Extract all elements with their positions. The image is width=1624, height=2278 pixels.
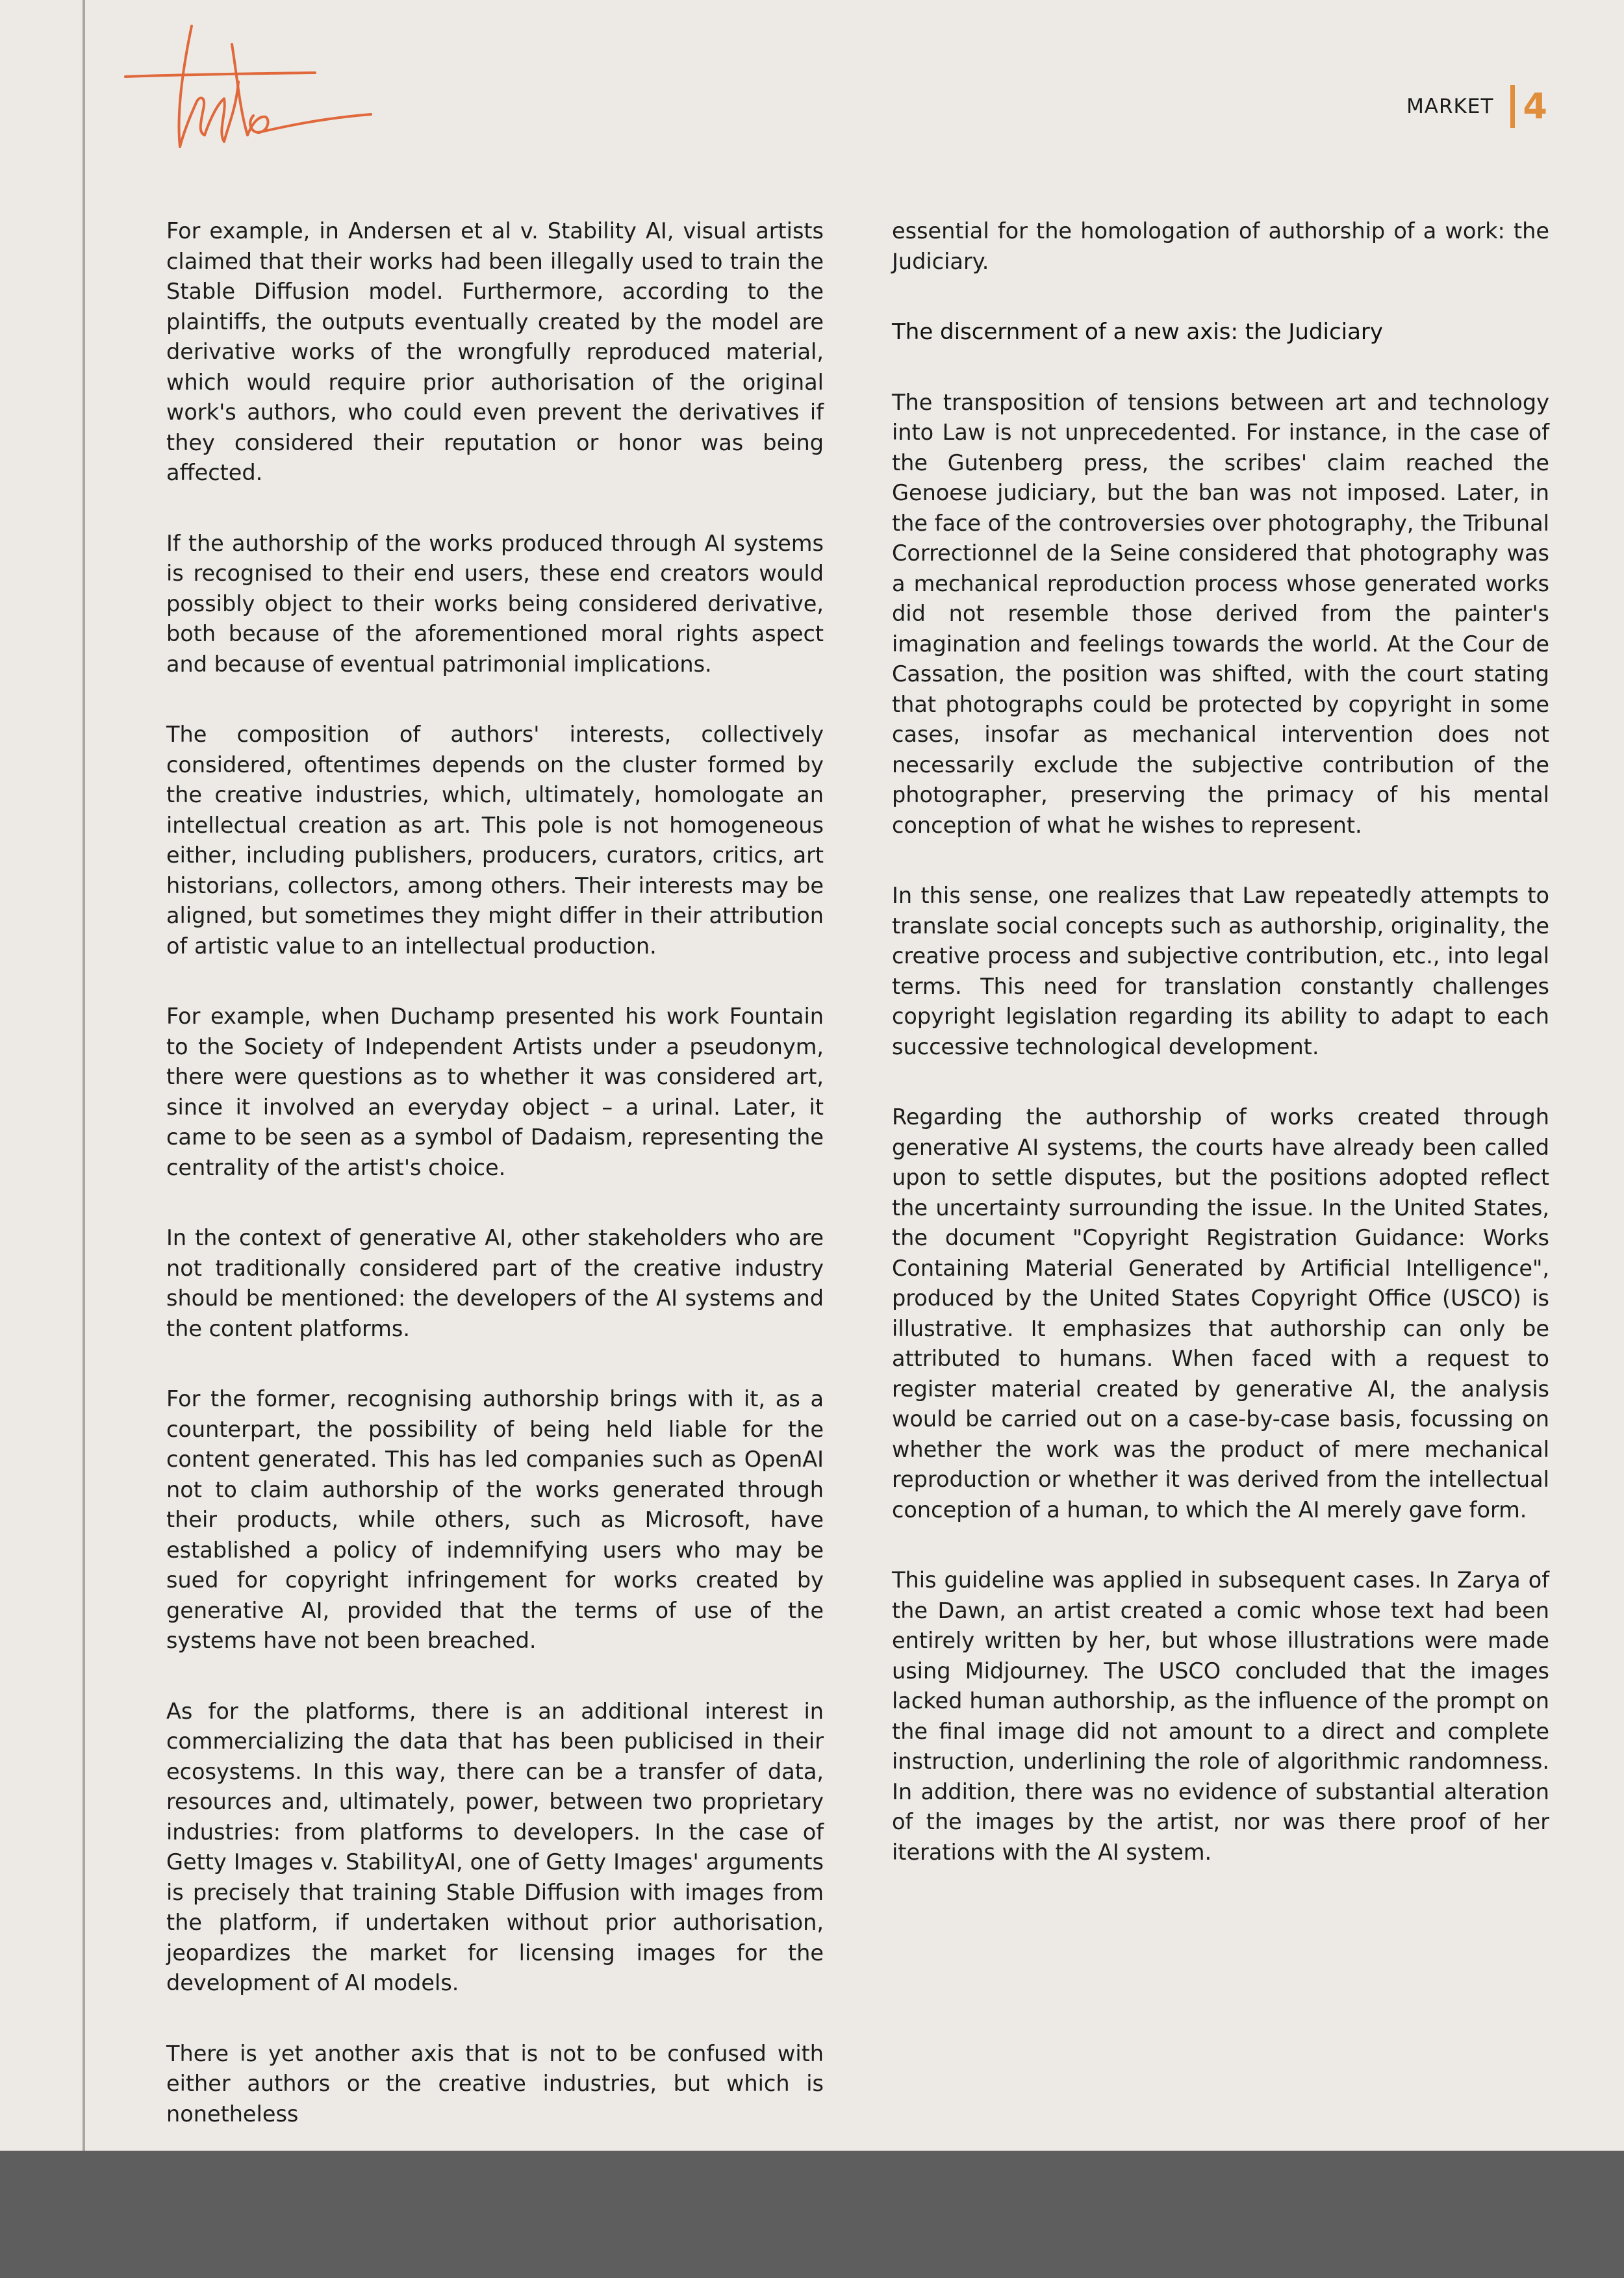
page-number: 4 <box>1523 86 1547 127</box>
section-heading: The discernment of a new axis: the Judiciary <box>892 319 1384 345</box>
page-header <box>1406 83 1547 130</box>
left-column <box>166 216 824 2170</box>
paragraph: The composition of authors' interests, collectively considered, oftentimes depends on the cluster formed by the creative industries, which, ultimately, homologate an intellectual creation as art. This pole is not homogeneous either, including publishers, producers, curators, critics, art historians, collectors, among others. Their interests may be aligned, but sometimes they might differ in their attribution of artistic value to an intellectual production. <box>166 722 824 959</box>
paragraph: If the authorship of the works produced through AI systems is recognised to their end users, these end creators would possibly object to their works being considered derivative, both because of the aforementioned moral rights aspect and because of eventual patrimonial implications. <box>166 530 824 677</box>
paragraph-continuation: essential for the homologation of authorship of a work: the Judiciary. <box>892 218 1549 274</box>
left-margin-rule <box>82 0 85 2278</box>
paragraph: In this sense, one realizes that Law repeatedly attempts to translate social concepts such as authorship, originality, the creative process and subjective contribution, etc., into legal terms. This need for translation constantly challenges copyright legislation regarding its ability to adapt to each successive technological development. <box>892 883 1549 1059</box>
section-label: MARKET <box>1406 95 1494 118</box>
paragraph: The transposition of tensions between art and technology into Law is not unprecedented. For instance, in the case of the Gutenberg press, the scribes' claim reached the Genoese judiciary, but the ban was not imposed. Later, in the face of the controversies over photography, the Tribunal Correctionnel de la Seine considered that photography was a mechanical reproduction process whose generated works did not resemble those derived from the painter's imagination and feelings towards the world. At the Cour de Cassation, the position was shifted, with the court stating that photographs could be protected by copyright in some cases, insofar as mechanical intervention does not necessarily exclude the subjective contribution of the photographer, preserving the primacy of his mental conception of what he wishes to represent. <box>892 389 1549 838</box>
paragraph: This guideline was applied in subsequent cases. In Zarya of the Dawn, an artist created a comic whose text had been entirely written by her, but whose illustrations were made using Midjourney. The USCO concluded that the images lacked human authorship, as the influence of the prompt on the final image did not amount to a direct and complete instruction, underlining the role of algorithmic randomness. In addition, there was no evidence of substantial alteration of the images by the artist, nor was there proof of her iterations with the AI system. <box>892 1567 1549 1865</box>
paragraph: For the former, recognising authorship brings with it, as a counterpart, the possibility of being held liable for the content generated. This has led companies such as OpenAI not to claim authorship of the works generated through their products, while others, such as Microsoft, have established a policy of indemnifying users who may be sued for copyright infringement for works created by generative AI, provided that the terms of use of the systems have not been breached. <box>166 1386 824 1653</box>
footer-band <box>0 2151 1624 2278</box>
paragraph: In the context of generative AI, other stakeholders who are not traditionally considered part of the creative industry should be mentioned: the developers of the AI systems and the content platforms. <box>166 1225 824 1341</box>
tato-logo <box>120 18 380 161</box>
right-column <box>892 216 1549 1908</box>
paragraph: Regarding the authorship of works created through generative AI systems, the courts have already been called upon to settle disputes, but the positions adopted reflect the uncertainty surrounding the issue. In the United States, the document "Copyright Registration Guidance: Works Containing Material Generated by Artificial Intelligence", produced by the United States Copyright Office (USCO) is illustrative. It emphasizes that authorship can only be attributed to humans. When faced with a request to register material created by generative AI, the analysis would be carried out on a case-by-case basis, focussing on whether the work was the product of mere mechanical reproduction or whether it was derived from the intellectual conception of a human, to which the AI merely gave form. <box>892 1104 1549 1523</box>
paragraph: For example, when Duchamp presented his work Fountain to the Society of Independent Artists under a pseudonym, there were questions as to whether it was considered art, since it involved an everyday object – a urinal. Later, it came to be seen as a symbol of Dadaism, representing the centrality of the artist's choice. <box>166 1004 824 1180</box>
paragraph: There is yet another axis that is not to be confused with either authors or the creative industries, but which is nonetheless <box>166 2040 824 2127</box>
header-divider <box>1510 85 1515 128</box>
svg-text:tato: tato <box>120 18 122 19</box>
paragraph: As for the platforms, there is an additional interest in commercializing the data that has been publicised in their ecosystems. In this way, there can be a transfer of data, resources and, ultimately, power, between two proprietary industries: from platforms to developers. In the case of Getty Images v. StabilityAI, one of Getty Images' arguments is precisely that training Stable Diffusion with images from the platform, if undertaken without prior authorisation, jeopardizes the market for licensing images for the development of AI models. <box>166 1698 824 1995</box>
paragraph: For example, in Andersen et al v. Stability AI, visual artists claimed that their works had been illegally used to train the Stable Diffusion model. Furthermore, according to the plaintiffs, the outputs eventually created by the model are derivative works of the wrongfully reproduced material, which would require prior authorisation of the original work's authors, who could even prevent the derivatives if they considered their reputation or honor was being affected. <box>166 218 824 485</box>
